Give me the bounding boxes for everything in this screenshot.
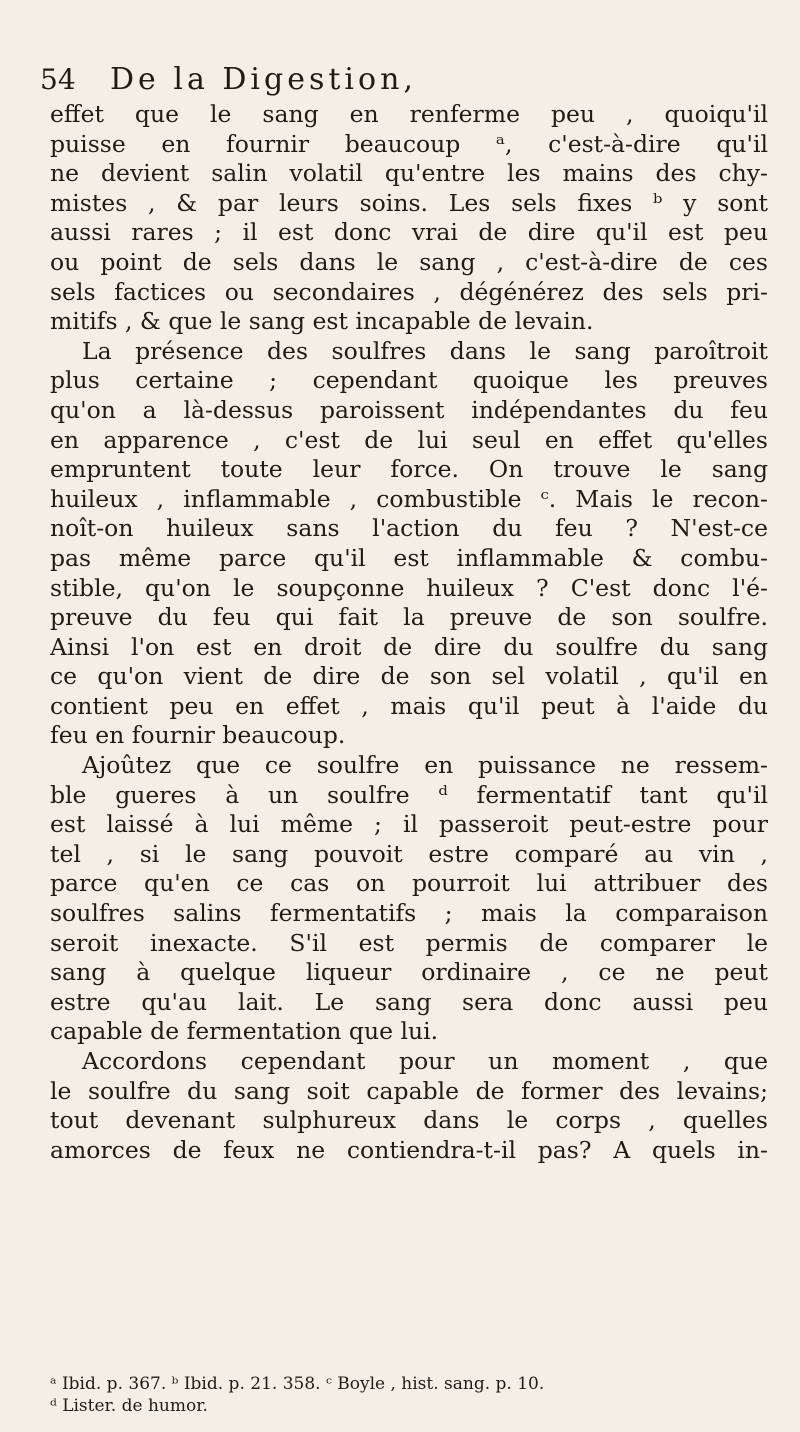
text-line: qu'on a là-dessus paroissent indépendantes du feu (50, 395, 768, 424)
text-line: le soulfre du sang soit capable de former des levains; (50, 1076, 768, 1105)
text-line: huileux , inflammable , combustible ᶜ. Mais le recon- (50, 484, 768, 513)
text-line: mitifs , & que le sang est incapable de levain. (50, 307, 594, 336)
text-line: noît-on huileux sans l'action du feu ? N'est-ce (50, 514, 768, 543)
text-line: tel , si le sang pouvoit estre comparé au vin , (50, 839, 768, 868)
text-line: ou point de sels dans le sang , c'est-à-dire de ces (50, 247, 768, 276)
body-text (50, 100, 768, 1165)
text-line: est laissé à lui même ; il passeroit peut-estre pour (50, 810, 768, 839)
text-line: stible, qu'on le soupçonne huileux ? C'est donc l'é- (50, 573, 768, 602)
text-line: preuve du feu qui fait la preuve de son soulfre. (50, 603, 768, 632)
text-line: soulfres salins fermentatifs ; mais la comparaison (50, 899, 768, 928)
text-line: seroit inexacte. S'il est permis de comparer le (50, 928, 768, 957)
text-line: estre qu'au lait. Le sang sera donc aussi peu (50, 987, 768, 1016)
running-title: De la Digestion, (110, 62, 417, 97)
text-line: puisse en fournir beaucoup ᵃ, c'est-à-dire qu'il (50, 129, 768, 158)
paragraph-start-line: La présence des soulfres dans le sang paroîtroit (82, 336, 768, 365)
text-line: sang à quelque liqueur ordinaire , ce ne peut (50, 958, 768, 987)
footnotes (50, 1373, 768, 1417)
text-line: capable de fermentation que lui. (50, 1017, 439, 1046)
text-line: en apparence , c'est de lui seul en effet qu'elles (50, 425, 768, 454)
text-line: pas même parce qu'il est inflammable & combu- (50, 543, 768, 572)
text-line: effet que le sang en renferme peu , quoiqu'il (50, 100, 768, 128)
text-line: sels factices ou secondaires , dégénérez des sels pri- (50, 277, 768, 306)
text-line: empruntent toute leur force. On trouve le sang (50, 455, 768, 484)
page-header (40, 62, 760, 98)
text-line: ne devient salin volatil qu'entre les mains des chy- (50, 159, 768, 188)
text-line: aussi rares ; il est donc vrai de dire qu'il est peu (50, 218, 768, 247)
text-line: contient peu en effet , mais qu'il peut à l'aide du (50, 691, 768, 720)
footnote-line: ᵈ Lister. de humor. (50, 1396, 208, 1416)
paragraph-start-line: Accordons cependant pour un moment , que (82, 1047, 768, 1075)
page-number: 54 (40, 63, 76, 96)
text-line: plus certaine ; cependant quoique les preuves (50, 366, 768, 395)
text-line: parce qu'en ce cas on pourroit lui attribuer des (50, 869, 768, 898)
text-line: ble gueres à un soulfre ᵈ fermentatif tant qu'il (50, 780, 768, 809)
text-line: mistes , & par leurs soins. Les sels fixes ᵇ y sont (50, 188, 768, 217)
text-line: ce qu'on vient de dire de son sel volatil , qu'il en (50, 662, 768, 691)
text-line: Ainsi l'on est en droit de dire du soulfre du sang (50, 632, 768, 661)
text-line: tout devenant sulphureux dans le corps , quelles (50, 1106, 768, 1135)
footnote-line: ᵃ Ibid. p. 367. ᵇ Ibid. p. 21. 358. ᶜ Boyle , hist. sang. p. 10. (50, 1374, 545, 1394)
paragraph-start-line: Ajoûtez que ce soulfre en puissance ne ressem- (82, 751, 768, 780)
text-line: feu en fournir beaucoup. (50, 721, 346, 750)
text-line: amorces de feux ne contiendra-t-il pas? A quels in- (50, 1135, 768, 1164)
